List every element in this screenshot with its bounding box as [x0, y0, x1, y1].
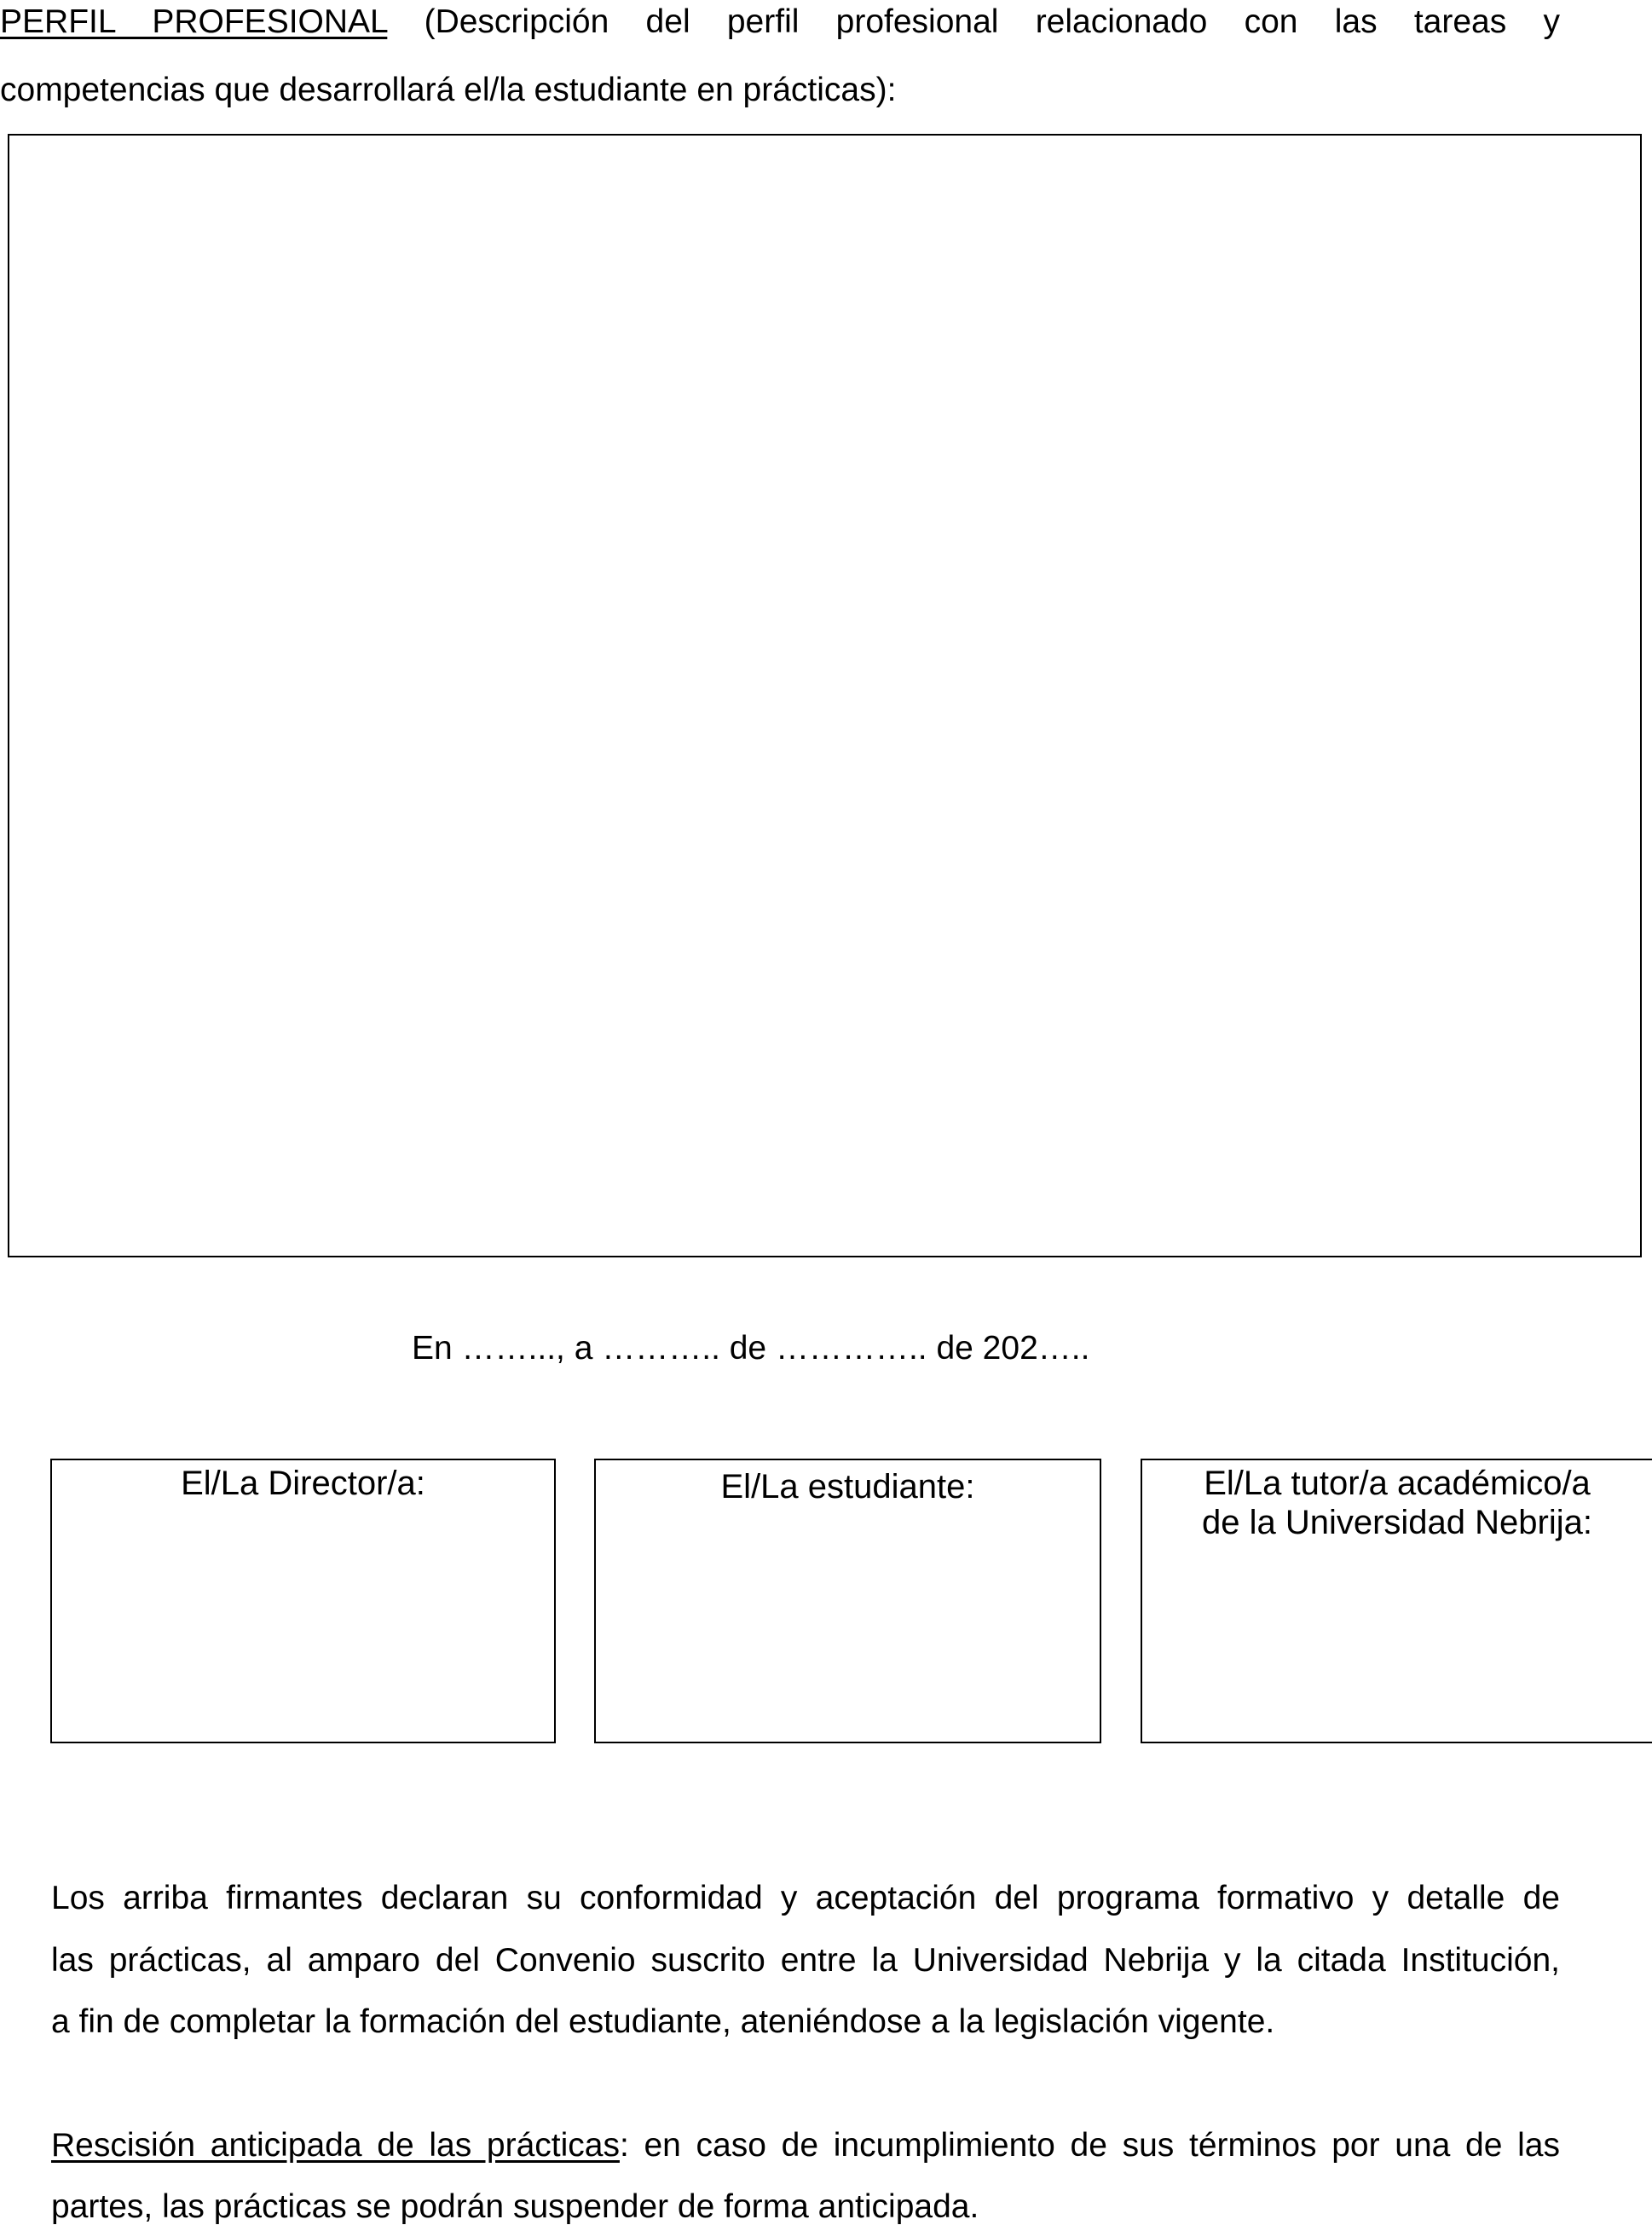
rescission-text-1: : en caso de incumplimiento de sus términos por una de las	[619, 2127, 1560, 2164]
student-label: El/La estudiante:	[720, 1468, 975, 1505]
declaration-line-2: las prácticas, al amparo del Convenio suscrito entre la Universidad Nebrija y la citada Institución,	[51, 1942, 1560, 1979]
tutor-label-1: El/La tutor/a académico/a	[1204, 1465, 1591, 1502]
tutor-signature-box[interactable]	[1141, 1459, 1652, 1743]
rescission-label: Rescisión anticipada de las prácticas	[51, 2127, 620, 2164]
rescission-line-1	[51, 2129, 1560, 2162]
declaration-line-1: Los arriba firmantes declaran su conformidad y aceptación del programa formativo y detalle de	[51, 1880, 1560, 1916]
rescission-line-2: partes, las prácticas se podrán suspender de forma anticipada.	[51, 2188, 979, 2225]
profile-description-1: (Descripción del perfil profesional relacionado con las tareas y	[424, 3, 1560, 40]
declaration-line-3: a fin de completar la formación del estudiante, ateniéndose a la legislación vigente.	[51, 2003, 1275, 2040]
profile-description-2: competencias que desarrollará el/la estudiante en prácticas):	[0, 72, 897, 108]
director-label: El/La Director/a:	[181, 1465, 425, 1502]
director-signature-box[interactable]	[50, 1459, 556, 1743]
profile-text-field[interactable]	[8, 134, 1642, 1257]
student-signature-box[interactable]	[594, 1459, 1101, 1743]
profile-heading: PERFIL PROFESIONAL	[0, 3, 388, 40]
date-line: En ……..., a ……….. de ………….. de 202…..	[412, 1330, 1090, 1367]
tutor-label-2: de la Universidad Nebrija:	[1201, 1504, 1592, 1541]
profile-heading-line	[0, 5, 1560, 38]
